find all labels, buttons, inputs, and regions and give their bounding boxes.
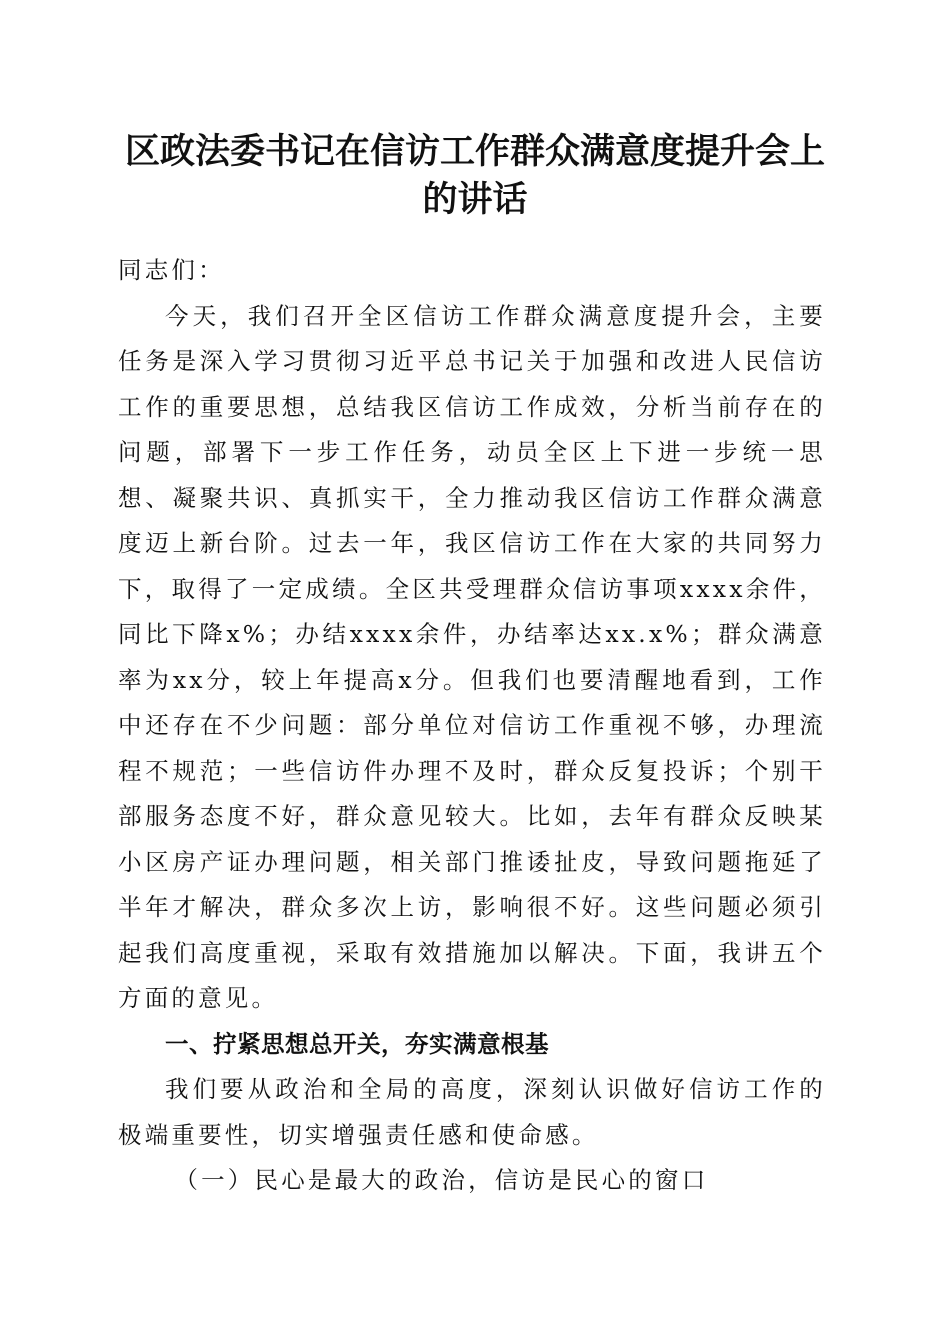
section-heading-1: 一、拧紧思想总开关，夯实满意根基	[165, 1029, 549, 1058]
title-line-1: 区政法委书记在信访工作群众满意度提升会上	[124, 131, 825, 172]
title-line-2: 的讲话	[422, 179, 528, 220]
subsection-heading-1: （一）民心是最大的政治，信访是民心的窗口	[174, 1166, 709, 1194]
paragraph-intro: 今天，我们召开全区信访工作群众满意度提升会，主要任务是深入学习贯彻习近平总书记关于加强和改进人民信访工作的重要思想，总结我区信访工作成效，分析当前存在的问题，部署下一步工作任务，动员全区上下进一步统一思想、凝聚共识、真抓实干，全力推动我区信访工作群众满意度迈上新台阶。过去一年，我区信访工作在大家的共同努力下，取得了一定成绩。全区共受理群众信访事项xxxx余件，同比下降x%；办结xxxx余件，办结率达xx.x%；群众满意率为xx分，较上年提高x分。但我们也要清醒地看到，工作中还存在不少问题：部分单位对信访工作重视不够，办理流程不规范；一些信访件办理不及时，群众反复投诉；个别干部服务态度不好，群众意见较大。比如，去年有群众反映某小区房产证办理问题，相关部门推诿扯皮，导致问题拖延了半年才解决，群众多次上访，影响很不好。这些问题必须引起我们高度重视，采取有效措施加以解决。下面，我讲五个方面的意见。	[118, 301, 826, 1012]
paragraph-section-1: 我们要从政治和全局的高度，深刻认识做好信访工作的极端重要性，切实增强责任感和使命感。	[118, 1075, 826, 1149]
document-body	[118, 248, 826, 1204]
greeting: 同志们：	[118, 256, 225, 284]
document-title	[100, 128, 850, 224]
